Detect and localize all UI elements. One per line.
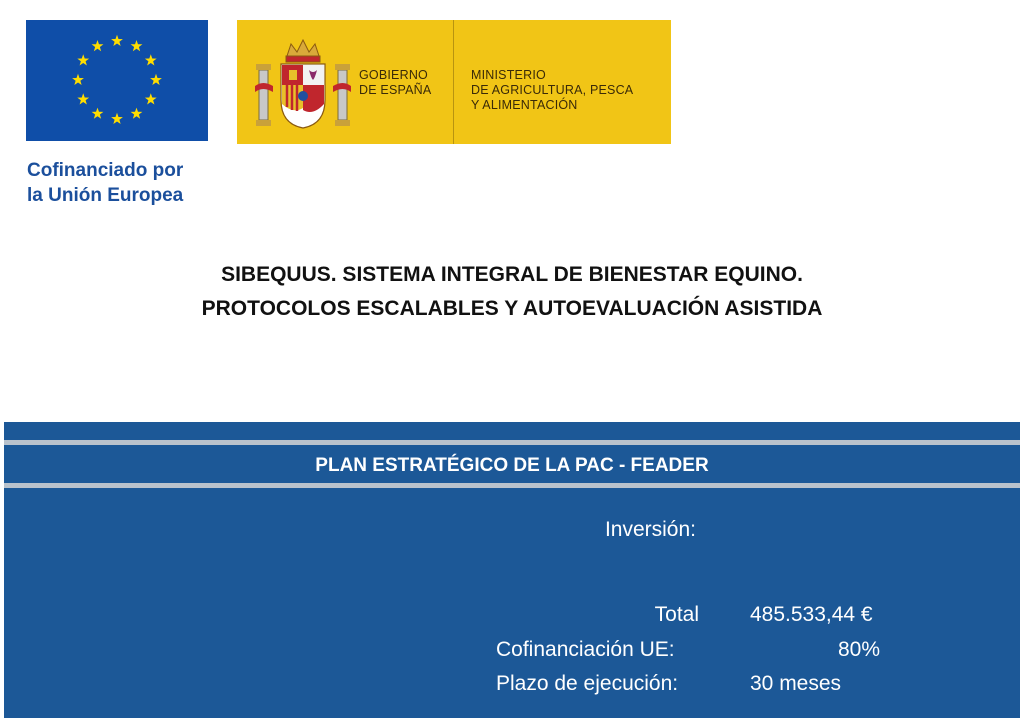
eu-star-icon bbox=[150, 74, 162, 85]
government-label-line-1: GOBIERNO bbox=[359, 68, 428, 82]
banner-divider bbox=[453, 20, 454, 144]
eu-star-icon bbox=[145, 54, 157, 65]
panel-stripe-top bbox=[4, 440, 1020, 445]
panel-stripe-bottom bbox=[4, 483, 1020, 488]
eu-caption bbox=[27, 158, 247, 208]
spain-coat-of-arms-icon bbox=[253, 34, 353, 134]
ministry-label-line-3: Y ALIMENTACIÓN bbox=[471, 98, 578, 112]
eu-star-icon bbox=[77, 54, 89, 65]
eu-star-icon bbox=[111, 35, 123, 46]
total-label: Total bbox=[654, 603, 699, 626]
government-label bbox=[359, 68, 431, 98]
investment-label: Inversión: bbox=[604, 518, 696, 541]
duration-label: Plazo de ejecución: bbox=[496, 672, 679, 695]
eu-star-icon bbox=[131, 108, 143, 119]
total-value: 485.533,44 € bbox=[750, 603, 873, 626]
eu-caption-line-1: Cofinanciado por bbox=[27, 160, 184, 181]
eu-flag-logo bbox=[26, 20, 208, 141]
cofinancing-value: 80% bbox=[837, 638, 880, 661]
project-title-line-1: SIBEQUUS. SISTEMA INTEGRAL DE BIENESTAR EQUINO. bbox=[221, 263, 803, 286]
eu-star-icon bbox=[77, 93, 89, 104]
eu-caption-line-2: la Unión Europea bbox=[27, 185, 184, 206]
eu-star-icon bbox=[72, 74, 84, 85]
panel-heading: PLAN ESTRATÉGICO DE LA PAC - FEADER bbox=[315, 455, 709, 476]
eu-star-icon bbox=[111, 113, 123, 124]
ministry-label-line-2: DE AGRICULTURA, PESCA bbox=[471, 83, 634, 97]
eu-star-icon bbox=[145, 93, 157, 104]
ministry-label bbox=[471, 68, 633, 113]
government-label-line-2: DE ESPAÑA bbox=[359, 83, 432, 97]
funding-panel bbox=[4, 422, 1020, 718]
project-title-line-2: PROTOCOLOS ESCALABLES Y AUTOEVALUACIÓN ASISTIDA bbox=[201, 297, 823, 320]
eu-stars-icon bbox=[26, 20, 208, 141]
project-title bbox=[0, 258, 1024, 326]
eu-star-icon bbox=[92, 40, 104, 51]
government-banner-logo bbox=[237, 20, 671, 144]
cofinancing-label: Cofinanciación UE: bbox=[496, 638, 675, 661]
eu-star-icon bbox=[92, 108, 104, 119]
duration-value: 30 meses bbox=[750, 672, 842, 695]
ministry-label-line-1: MINISTERIO bbox=[471, 68, 546, 82]
eu-star-icon bbox=[131, 40, 143, 51]
